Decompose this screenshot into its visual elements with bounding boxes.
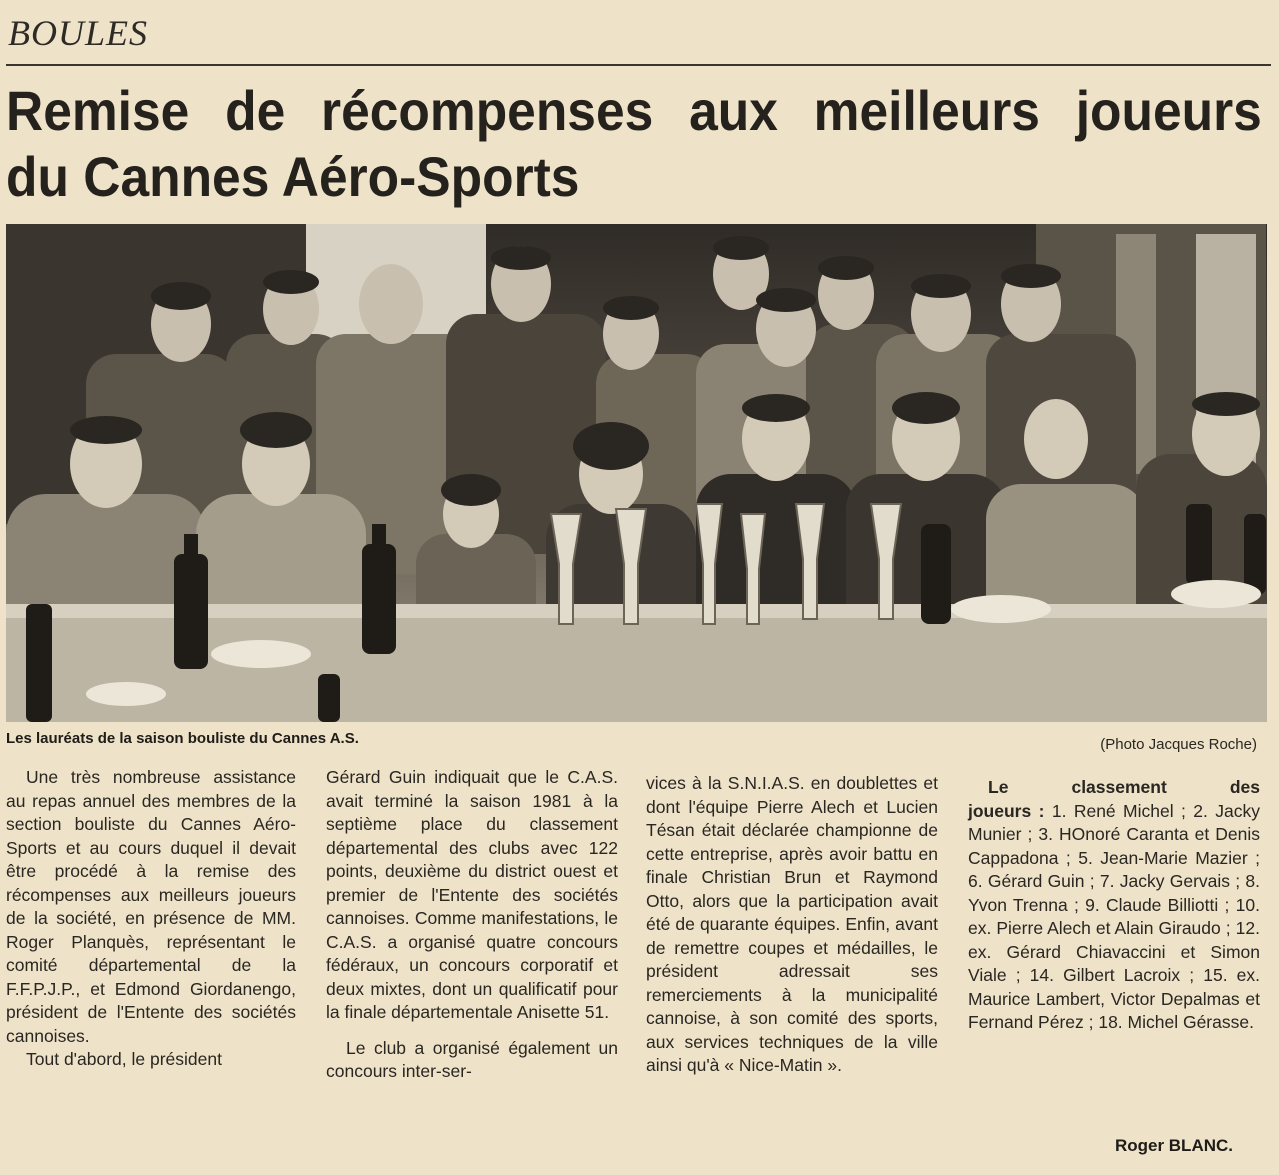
column-1-paragraph-2: Tout d'abord, le président — [26, 1049, 222, 1069]
ranking-label: joueurs : — [968, 800, 1045, 821]
section-rubric: BOULES — [8, 13, 148, 53]
column-2-paragraph-1: Gérard Guin indiquait que le C.A.S. avait terminé la saison 1981 à la septième place du classement départemental des clubs avec 122 points, deuxième du district ouest et premier de l'Entente des sociétés cannoises. Comme manifestations, le C.A.S. a organisé quatre concours fédéraux, un concours corporatif et deux mixtes, dont un qualificatif pour la finale départementale Anisette 51. — [326, 767, 618, 1022]
column-1-paragraph-1: Une très nombreuse assistance au repas annuel des membres de la section bouliste du Cannes Aéro-Sports et au cours duquel il devait être procédé à la remise des récompenses aux meilleurs joueurs de la société, en présence de MM. Roger Planquès, représentant le comité départemental de la F.F.P.J.P., et Edmond Giordanengo, président de l'Entente des sociétés cannoises. — [6, 767, 296, 1046]
group-photo — [6, 224, 1267, 722]
group-photo-illustration — [6, 224, 1267, 722]
article-column-3 — [646, 772, 938, 1078]
ranking-body: 1. René Michel ; 2. Jacky Munier ; 3. HOnoré Caranta et Denis Cappadona ; 5. Jean-Marie Mazier ; 6. Gérard Guin ; 7. Jacky Gervais ; 8. Yvon Trenna ; 9. Claude Billiotti ; 10. ex. Pierre Alech et Alain Giraudo ; 12. ex. Gérard Chiavaccini et Simon Viale ; 14. Gilbert Lacroix ; 15. ex. Maurice Lambert, Victor Depalmas et Fernand Pérez ; 18. Michel Gérasse. — [968, 800, 1260, 1032]
headline — [6, 78, 1262, 210]
headline-line-2: du Cannes Aéro-Sports — [6, 145, 580, 208]
author-signature: Roger BLANC. — [1114, 1136, 1233, 1155]
column-3-paragraph-1: vices à la S.N.I.A.S. en doublettes et dont l'équipe Pierre Alech et Lucien Tésan était déclarée championne de cette entreprise, après avoir battu en finale Christian Brun et Raymond Otto, alors que la participation avait été de quarante équipes. Enfin, avant de remettre coupes et médailles, le président adressait ses remerciements à la municipalité cannoise, à son comité des sports, aux services techniques de la ville ainsi qu'à « Nice-Matin ». — [646, 773, 938, 1075]
header-rule — [6, 64, 1271, 66]
article-column-2 — [326, 766, 618, 1084]
photo-caption: Les lauréats de la saison bouliste du Cannes A.S. — [6, 730, 359, 747]
ranking-heading: Le classement des — [988, 777, 1260, 797]
photo-credit: (Photo Jacques Roche) — [1100, 736, 1257, 753]
ranking-list — [968, 800, 1260, 1035]
article-column-4 — [968, 776, 1260, 1035]
headline-line-1: Remise de récompenses aux meilleurs joueurs — [6, 79, 1262, 142]
article-column-1 — [6, 766, 296, 1072]
column-2-paragraph-2: Le club a organisé également un concours inter-ser- — [326, 1037, 618, 1081]
